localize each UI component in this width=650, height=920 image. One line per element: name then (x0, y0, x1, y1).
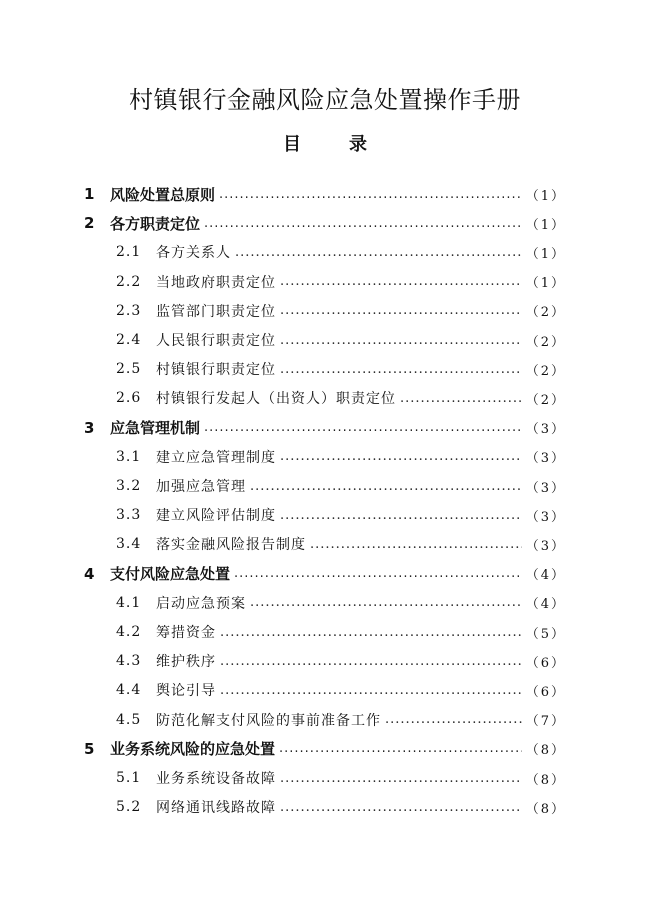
toc-dot-leader (220, 683, 522, 698)
toc-number: 3.4 (116, 536, 142, 553)
toc-number: 4 (84, 564, 95, 583)
toc-page-number: （7） (525, 714, 566, 730)
toc-label: 风险处置总原则 (110, 185, 216, 204)
toc-subsection[interactable] (116, 474, 566, 498)
toc-page-number: （1） (525, 217, 566, 233)
toc-label: 村镇银行职责定位 (156, 362, 276, 379)
toc-page-number: （3） (525, 509, 566, 525)
toc-subsection[interactable] (116, 795, 566, 819)
toc-dot-leader (280, 800, 522, 815)
toc-subsection[interactable] (116, 357, 566, 381)
toc-label: 维护秩序 (156, 654, 216, 671)
toc-number: 2 (84, 214, 95, 233)
toc-subsection[interactable] (116, 678, 566, 702)
toc-dot-leader (279, 741, 522, 756)
toc-label: 人民银行职责定位 (156, 333, 276, 349)
toc-dot-leader (280, 771, 522, 786)
toc-number: 3.2 (116, 478, 142, 494)
toc-subsection[interactable] (116, 708, 566, 732)
toc-dot-leader (385, 712, 522, 727)
toc-page-number: （3） (525, 451, 566, 467)
toc-number: 2.2 (116, 273, 142, 290)
toc-page-number: （6） (525, 684, 566, 700)
toc-section[interactable] (84, 562, 566, 586)
toc-page-number: （3） (525, 422, 566, 438)
toc-number: 4.3 (116, 653, 142, 670)
toc-number: 4.4 (116, 682, 142, 699)
toc-page-number: （5） (525, 626, 566, 642)
toc-subsection[interactable] (116, 591, 566, 615)
toc-dot-leader (220, 625, 522, 640)
toc-number: 5 (84, 739, 95, 758)
toc-label: 监管部门职责定位 (156, 303, 276, 320)
toc-page-number: （8） (525, 743, 566, 759)
toc-dot-leader (400, 391, 522, 406)
toc-number: 5.1 (116, 770, 142, 786)
toc-subsection[interactable] (116, 766, 566, 790)
toc-label: 落实金融风险报告制度 (156, 537, 306, 554)
toc-subsection[interactable] (116, 386, 566, 410)
toc-page-number: （4） (525, 597, 566, 613)
toc-subsection[interactable] (116, 328, 566, 352)
toc-page-number: （4） (525, 568, 566, 584)
toc-dot-leader (234, 566, 522, 581)
toc-subsection[interactable] (116, 649, 566, 673)
toc-dot-leader (220, 654, 522, 669)
toc-subsection[interactable] (116, 620, 566, 644)
toc-label: 应急管理机制 (110, 419, 201, 438)
toc-dot-leader (280, 362, 522, 377)
toc-dot-leader (280, 449, 522, 464)
toc-label: 业务系统设备故障 (156, 771, 276, 787)
toc-label: 建立风险评估制度 (156, 508, 276, 525)
toc-section[interactable] (84, 211, 566, 235)
toc-label: 业务系统风险的应急处置 (110, 740, 276, 759)
toc-subsection[interactable] (116, 240, 566, 264)
toc-dot-leader (235, 245, 522, 260)
toc-subsection[interactable] (116, 299, 566, 323)
toc-subsection[interactable] (116, 503, 566, 527)
toc-label: 舆论引导 (156, 683, 216, 700)
toc-number: 2.4 (116, 332, 142, 348)
toc-number: 2.1 (116, 244, 142, 261)
toc-page-number: （1） (525, 188, 566, 204)
toc-section[interactable] (84, 182, 566, 206)
toc-label: 村镇银行发起人（出资人）职责定位 (156, 391, 396, 408)
toc-dot-leader (280, 333, 522, 348)
toc-number: 2.6 (116, 390, 142, 407)
toc-page-number: （2） (525, 363, 566, 379)
toc-number: 4.1 (116, 594, 142, 611)
toc-number: 3 (84, 418, 95, 437)
toc-dot-leader (204, 216, 522, 231)
document-title: 村镇银行金融风险应急处置操作手册 (129, 86, 521, 114)
toc-number: 5.2 (116, 799, 142, 816)
toc-number: 4.5 (116, 711, 142, 728)
toc-section[interactable] (84, 737, 566, 761)
toc-page-number: （8） (525, 772, 566, 788)
toc-label: 加强应急管理 (156, 479, 246, 495)
toc-page-number: （3） (525, 480, 566, 496)
toc-page-number: （3） (525, 538, 566, 554)
toc-dot-leader (280, 303, 522, 318)
toc-label: 启动应急预案 (156, 595, 246, 612)
toc-label: 各方关系人 (156, 245, 231, 262)
toc-dot-leader (310, 537, 522, 552)
toc-number: 3.3 (116, 507, 142, 524)
toc-dot-leader (250, 479, 522, 494)
toc-dot-leader (280, 274, 522, 289)
toc-dot-leader (280, 508, 522, 523)
toc-page-number: （1） (525, 276, 566, 292)
toc-label: 网络通讯线路故障 (156, 800, 276, 817)
toc-label: 筹措资金 (156, 625, 216, 641)
toc-page-number: （6） (525, 655, 566, 671)
toc-number: 3.1 (116, 448, 142, 465)
toc-subsection[interactable] (116, 270, 566, 294)
toc-label: 支付风险应急处置 (110, 565, 231, 584)
toc-section[interactable] (84, 416, 566, 440)
toc-page-number: （2） (525, 334, 566, 350)
toc-subsection[interactable] (116, 445, 566, 469)
toc-number: 2.3 (116, 302, 142, 319)
toc-heading-right: 录 (349, 134, 367, 155)
toc-heading-left: 目 (283, 134, 301, 155)
toc-page-number: （2） (525, 392, 566, 408)
toc-heading (0, 130, 650, 156)
toc-subsection[interactable] (116, 532, 566, 556)
toc-dot-leader (219, 187, 522, 202)
toc-label: 防范化解支付风险的事前准备工作 (156, 712, 381, 729)
toc-label: 当地政府职责定位 (156, 274, 276, 291)
toc-number: 2.5 (116, 361, 142, 378)
toc-label: 各方职责定位 (110, 214, 201, 233)
toc-number: 1 (84, 185, 95, 203)
toc-label: 建立应急管理制度 (156, 449, 276, 466)
toc-number: 4.2 (116, 624, 142, 640)
toc-page-number: （2） (525, 305, 566, 321)
toc-page-number: （1） (525, 246, 566, 262)
toc-page-number: （8） (525, 801, 566, 817)
toc-dot-leader (250, 595, 522, 610)
toc-dot-leader (204, 420, 522, 435)
